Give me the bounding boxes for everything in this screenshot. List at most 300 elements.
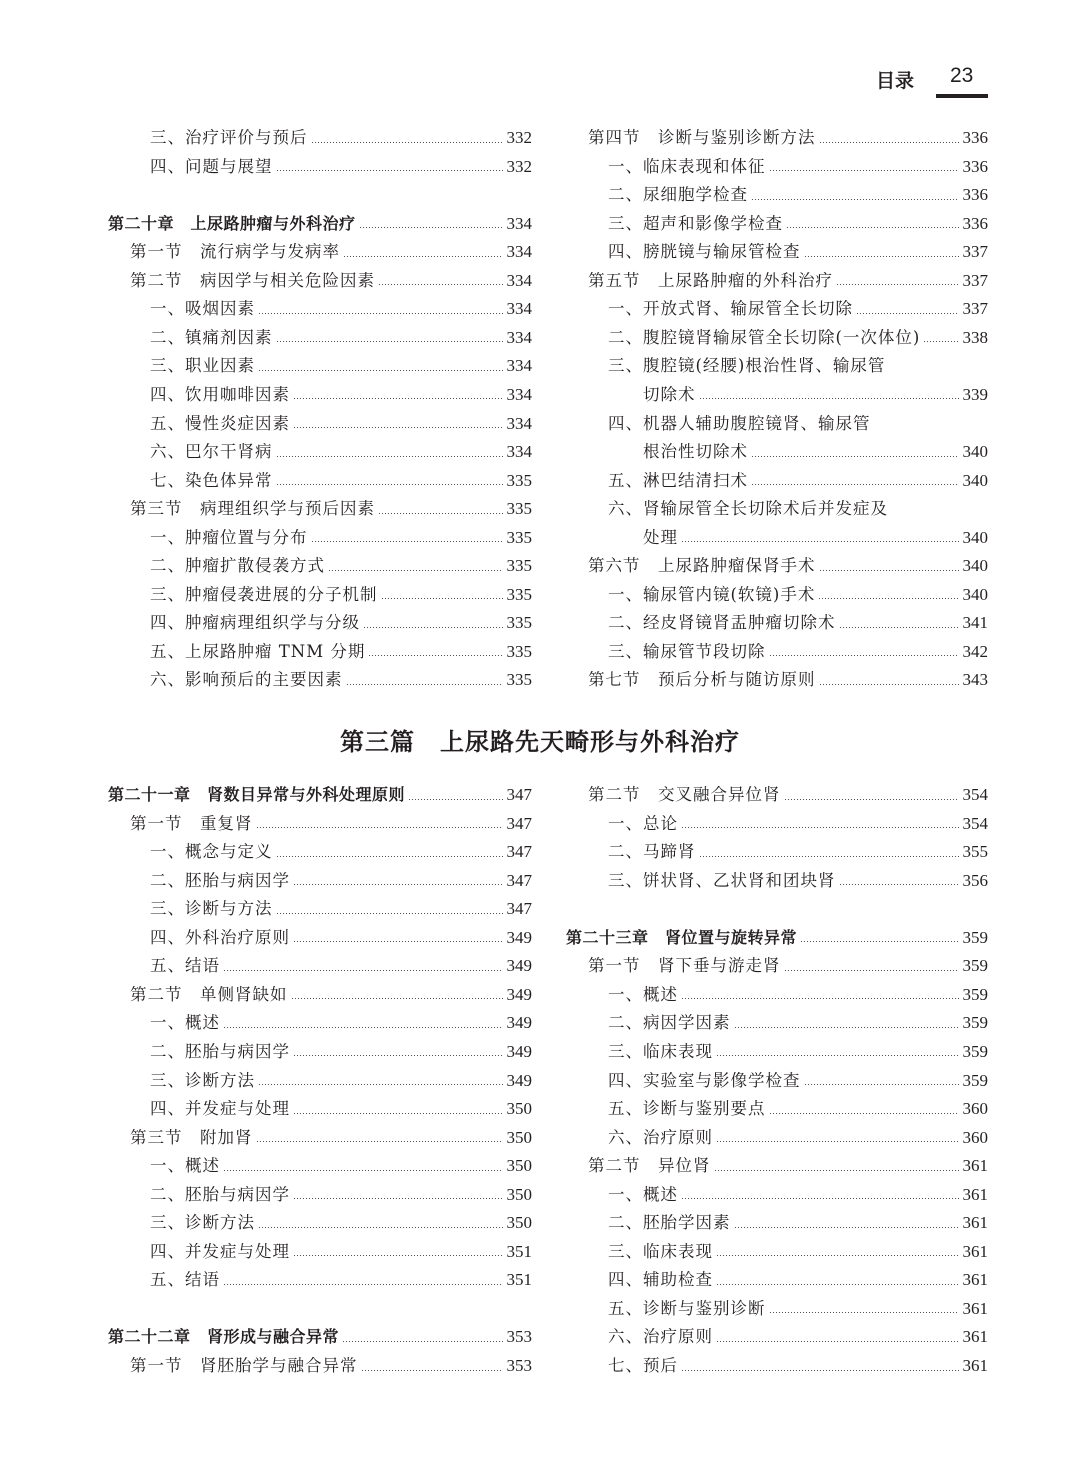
dot-leader <box>714 1169 959 1172</box>
toc-entry-title: 六、肾输尿管全长切除术后并发症及 <box>608 499 888 519</box>
toc-entry-title: 第五节 上尿路肿瘤的外科治疗 <box>588 270 833 290</box>
dot-leader <box>734 1226 959 1229</box>
toc-entry-title: 二、胚胎与病因学 <box>150 1184 290 1204</box>
toc-entry <box>150 581 532 609</box>
toc-entry-title: 第一节 重复肾 <box>130 813 253 833</box>
dot-leader <box>291 997 503 1000</box>
toc-entry-title: 二、病因学因素 <box>608 1013 731 1033</box>
toc-entry <box>608 410 988 438</box>
toc-entry-page: 350 <box>506 1099 532 1119</box>
toc-section <box>588 952 988 980</box>
toc-entry-page: 361 <box>962 1298 988 1318</box>
toc-entry-page: 340 <box>962 442 988 462</box>
toc-section <box>130 1124 532 1152</box>
toc-entry-title: 第一节 肾下垂与游走肾 <box>588 956 781 976</box>
toc-entry-page: 340 <box>962 584 988 604</box>
toc-entry <box>150 410 532 438</box>
toc-entry-page: 334 <box>506 442 532 462</box>
dot-leader <box>346 683 503 686</box>
toc-entry-title: 一、概念与定义 <box>150 842 273 862</box>
toc-entry <box>150 1009 532 1037</box>
toc-entry <box>608 581 988 609</box>
toc-entry-page: 347 <box>506 870 532 890</box>
dot-leader <box>293 1197 503 1200</box>
toc-entry-page: 354 <box>962 813 988 833</box>
toc-entry-page: 334 <box>506 299 532 319</box>
toc-entry <box>608 324 988 352</box>
toc-entry-title: 四、外科治疗原则 <box>150 927 290 947</box>
dot-leader <box>378 512 503 515</box>
toc-entry-page: 349 <box>506 984 532 1004</box>
toc-entry <box>608 1352 988 1380</box>
toc-entry-title: 一、输尿管内镜(软镜)手术 <box>608 584 816 604</box>
toc-entry-page: 355 <box>962 842 988 862</box>
toc-entry-page: 336 <box>962 185 988 205</box>
toc-section <box>130 495 532 523</box>
dot-leader <box>751 483 959 486</box>
dot-leader <box>769 169 959 172</box>
dot-leader <box>256 1140 503 1143</box>
toc-entry-title: 五、结语 <box>150 956 220 976</box>
toc-entry-title: 第二节 单侧肾缺如 <box>130 984 288 1004</box>
dot-leader <box>681 997 959 1000</box>
toc-entry-title: 三、诊断与方法 <box>150 899 273 919</box>
toc-entry-title: 第七节 预后分析与随访原则 <box>588 670 816 690</box>
toc-entry-title: 一、概述 <box>608 1184 678 1204</box>
dot-leader <box>293 1112 503 1115</box>
toc-entry-page: 359 <box>962 1013 988 1033</box>
toc-entry-title: 二、肿瘤扩散侵袭方式 <box>150 556 325 576</box>
dot-leader <box>258 1083 503 1086</box>
dot-leader <box>818 597 958 600</box>
toc-entry-page: 359 <box>962 1070 988 1090</box>
dot-leader <box>804 1083 959 1086</box>
toc-entry-page: 350 <box>506 1213 532 1233</box>
toc-entry-title: 四、饮用咖啡因素 <box>150 384 290 404</box>
toc-entry-page: 347 <box>506 899 532 919</box>
toc-entry-title: 二、尿细胞学检查 <box>608 185 748 205</box>
toc-entry-title: 一、总论 <box>608 813 678 833</box>
toc-entry-page: 359 <box>962 927 988 947</box>
toc-entry-title: 四、膀胱镜与输尿管检查 <box>608 242 801 262</box>
dot-leader <box>716 1054 959 1057</box>
toc-entry <box>150 1238 532 1266</box>
toc-entry-title: 二、胚胎学因素 <box>608 1213 731 1233</box>
dot-leader <box>784 969 959 972</box>
toc-entry-title: 第三节 病理组织学与预后因素 <box>130 499 375 519</box>
toc-entry-page: 347 <box>506 813 532 833</box>
toc-entry-page: 361 <box>962 1327 988 1347</box>
toc-entry-page: 353 <box>506 1327 532 1347</box>
toc-entry <box>150 381 532 409</box>
toc-entry <box>608 153 988 181</box>
toc-entry-title: 一、概述 <box>150 1013 220 1033</box>
toc-entry-page: 332 <box>506 156 532 176</box>
toc-entry <box>608 295 988 323</box>
toc-entry-page: 351 <box>506 1270 532 1290</box>
dot-leader <box>378 283 503 286</box>
toc-entry-title: 第一节 流行病学与发病率 <box>130 242 340 262</box>
toc-entry-page: 334 <box>506 270 532 290</box>
toc-entry-page: 343 <box>962 670 988 690</box>
toc-chapter <box>566 924 988 952</box>
toc-entry-page: 335 <box>506 584 532 604</box>
dot-leader <box>716 1340 959 1343</box>
toc-entry-page: 350 <box>506 1127 532 1147</box>
page-number: 23 <box>950 64 974 87</box>
toc-entry-page: 361 <box>962 1156 988 1176</box>
toc-entry-title: 第二节 交叉融合异位肾 <box>588 785 781 804</box>
toc-entry <box>608 1266 988 1294</box>
toc-entry-title: 第四节 诊断与鉴别诊断方法 <box>588 128 816 147</box>
toc-section <box>588 267 988 295</box>
toc-entry-title: 六、治疗原则 <box>608 1127 713 1147</box>
toc-entry <box>608 352 988 380</box>
toc-entry-page: 359 <box>962 956 988 976</box>
toc-entry-page: 361 <box>962 1270 988 1290</box>
toc-entry-title: 三、治疗评价与预后 <box>150 128 308 147</box>
toc-entry-page: 353 <box>506 1356 532 1375</box>
toc-entry-title: 五、淋巴结清扫术 <box>608 470 748 490</box>
toc-entry <box>150 1181 532 1209</box>
toc-entry <box>150 552 532 580</box>
dot-leader <box>293 1054 503 1057</box>
dot-leader <box>408 798 502 801</box>
toc-entry <box>150 153 532 181</box>
toc-entry-title: 七、预后 <box>608 1356 678 1375</box>
toc-entry-page: 339 <box>962 384 988 404</box>
toc-entry-page: 349 <box>506 1070 532 1090</box>
toc-entry-page: 349 <box>506 927 532 947</box>
dot-leader <box>276 855 503 858</box>
toc-entry-page: 334 <box>506 356 532 376</box>
dot-leader <box>276 912 503 915</box>
toc-entry <box>643 438 988 466</box>
dot-leader <box>293 397 503 400</box>
toc-entry-title: 一、概述 <box>150 1156 220 1176</box>
toc-entry-title: 三、诊断方法 <box>150 1213 255 1233</box>
toc-entry-title: 二、腹腔镜肾输尿管全长切除(一次体位) <box>608 327 921 347</box>
dot-leader <box>786 226 959 229</box>
toc-entry <box>150 1095 532 1123</box>
toc-entry <box>150 952 532 980</box>
toc-entry-page: 334 <box>506 327 532 347</box>
toc-section <box>130 981 532 1009</box>
toc-entry-page: 338 <box>962 327 988 347</box>
toc-entry-title: 一、吸烟因素 <box>150 299 255 319</box>
dot-leader <box>716 1140 959 1143</box>
toc-entry-page: 349 <box>506 956 532 976</box>
toc-entry-title: 第二十三章 肾位置与旋转异常 <box>566 927 798 947</box>
toc-entry-page: 341 <box>962 613 988 633</box>
toc-entry-page: 335 <box>506 556 532 576</box>
dot-leader <box>328 569 503 572</box>
toc-entry <box>608 210 988 238</box>
toc-entry-title: 二、镇痛剂因素 <box>150 327 273 347</box>
toc-entry-title: 二、胚胎与病因学 <box>150 870 290 890</box>
toc-entry-page: 354 <box>962 785 988 804</box>
toc-entry-page: 349 <box>506 1041 532 1061</box>
toc-entry-page: 334 <box>506 213 532 233</box>
toc-entry-page: 359 <box>962 1041 988 1061</box>
toc-entry-title: 三、诊断方法 <box>150 1070 255 1090</box>
dot-leader <box>368 654 502 657</box>
toc-entry-page: 347 <box>506 842 532 862</box>
dot-leader <box>751 455 959 458</box>
toc-section <box>588 666 988 694</box>
toc-entry-page: 332 <box>506 128 532 147</box>
toc-section <box>130 238 532 266</box>
toc-entry <box>608 1295 988 1323</box>
toc-entry-page: 356 <box>962 870 988 890</box>
toc-section <box>588 781 988 809</box>
dot-leader <box>769 1311 959 1314</box>
toc-entry <box>150 609 532 637</box>
dot-leader <box>856 312 959 315</box>
toc-entry-title: 五、诊断与鉴别要点 <box>608 1099 766 1119</box>
toc-entry-page: 361 <box>962 1184 988 1204</box>
toc-entry-page: 335 <box>506 527 532 547</box>
dot-leader <box>363 626 503 629</box>
toc-entry-title: 第六节 上尿路肿瘤保肾手术 <box>588 556 816 576</box>
toc-entry-title: 二、马蹄肾 <box>608 842 696 862</box>
toc-entry <box>150 352 532 380</box>
dot-leader <box>681 540 959 543</box>
toc-entry <box>608 467 988 495</box>
dot-leader <box>716 1254 959 1257</box>
toc-entry <box>150 1038 532 1066</box>
header-title: 目录 <box>876 70 915 92</box>
dot-leader <box>819 683 959 686</box>
toc-entry-page: 349 <box>506 1013 532 1033</box>
toc-entry <box>150 895 532 923</box>
toc-entry-page: 335 <box>506 470 532 490</box>
dot-leader <box>836 283 959 286</box>
toc-entry <box>150 124 532 152</box>
toc-entry-page: 360 <box>962 1099 988 1119</box>
dot-leader <box>256 826 503 829</box>
toc-entry <box>150 867 532 895</box>
dot-leader <box>223 969 503 972</box>
toc-entry-page: 335 <box>506 499 532 519</box>
toc-entry <box>608 1238 988 1266</box>
toc-entry-title: 一、开放式肾、输尿管全长切除 <box>608 299 853 319</box>
dot-leader <box>699 855 959 858</box>
toc-entry-title: 五、上尿路肿瘤 TNM 分期 <box>150 641 366 661</box>
toc-entry <box>608 1209 988 1237</box>
toc-entry-page: 336 <box>962 213 988 233</box>
dot-leader <box>839 626 959 629</box>
toc-entry-page: 342 <box>962 641 988 661</box>
toc-entry-page: 335 <box>506 670 532 690</box>
dot-leader <box>293 883 503 886</box>
toc-entry-title: 四、并发症与处理 <box>150 1241 290 1261</box>
dot-leader <box>258 312 503 315</box>
page-header <box>860 62 988 98</box>
toc-entry-title: 三、饼状肾、乙状肾和团块肾 <box>608 870 836 890</box>
dot-leader <box>681 1369 959 1372</box>
toc-entry-title: 二、胚胎与病因学 <box>150 1041 290 1061</box>
toc-entry-title: 四、实验室与影像学检查 <box>608 1070 801 1090</box>
dot-leader <box>276 340 503 343</box>
toc-entry <box>608 638 988 666</box>
toc-entry <box>608 810 988 838</box>
toc-entry <box>643 524 988 552</box>
toc-entry-title: 一、肿瘤位置与分布 <box>150 527 308 547</box>
toc-entry <box>608 495 988 523</box>
toc-entry-page: 340 <box>962 556 988 576</box>
toc-entry-title: 处理 <box>643 527 678 547</box>
toc-section <box>588 552 988 580</box>
toc-entry-page: 340 <box>962 527 988 547</box>
toc-entry <box>608 1067 988 1095</box>
toc-entry-title: 三、输尿管节段切除 <box>608 641 766 661</box>
toc-entry <box>150 438 532 466</box>
toc-entry <box>608 867 988 895</box>
toc-entry <box>608 838 988 866</box>
dot-leader <box>361 1369 503 1372</box>
toc-entry-title: 一、临床表现和体征 <box>608 156 766 176</box>
toc-entry-title: 四、问题与展望 <box>150 156 273 176</box>
toc-entry <box>150 467 532 495</box>
dot-leader <box>784 798 959 801</box>
dot-leader <box>223 1283 503 1286</box>
toc-entry-title: 第一节 肾胚胎学与融合异常 <box>130 1356 358 1375</box>
toc-entry-page: 347 <box>506 785 532 804</box>
toc-entry <box>608 609 988 637</box>
dot-leader <box>223 1026 503 1029</box>
dot-leader <box>343 255 503 258</box>
toc-chapter <box>108 1323 532 1351</box>
dot-leader <box>311 540 503 543</box>
toc-entry <box>150 1209 532 1237</box>
toc-entry-page: 335 <box>506 641 532 661</box>
toc-entry-page: 340 <box>962 470 988 490</box>
toc-entry-title: 第三节 附加肾 <box>130 1127 253 1147</box>
toc-entry-title: 五、诊断与鉴别诊断 <box>608 1298 766 1318</box>
dot-leader <box>276 483 503 486</box>
toc-entry-title: 根治性切除术 <box>643 442 748 462</box>
toc-entry <box>608 238 988 266</box>
dot-leader <box>276 455 503 458</box>
toc-entry-title: 第二十章 上尿路肿瘤与外科治疗 <box>108 213 356 233</box>
toc-entry <box>643 381 988 409</box>
toc-entry-title: 二、经皮肾镜肾盂肿瘤切除术 <box>608 613 836 633</box>
toc-entry-title: 第二节 病因学与相关危险因素 <box>130 270 375 290</box>
dot-leader <box>769 654 959 657</box>
toc-entry <box>150 1067 532 1095</box>
dot-leader <box>342 1340 502 1343</box>
toc-entry-title: 七、染色体异常 <box>150 470 273 490</box>
dot-leader <box>258 369 503 372</box>
toc-entry-title: 三、职业因素 <box>150 356 255 376</box>
toc-entry-page: 336 <box>962 156 988 176</box>
toc-entry <box>150 838 532 866</box>
dot-leader <box>734 1026 959 1029</box>
dot-leader <box>359 226 503 229</box>
toc-entry-page: 361 <box>962 1356 988 1375</box>
toc-entry <box>608 1323 988 1351</box>
dot-leader <box>681 826 959 829</box>
dot-leader <box>819 141 959 144</box>
dot-leader <box>381 597 503 600</box>
toc-entry-page: 337 <box>962 299 988 319</box>
toc-entry-page: 336 <box>962 128 988 147</box>
toc-entry <box>150 924 532 952</box>
dot-leader <box>223 1169 503 1172</box>
toc-section <box>130 1352 532 1380</box>
toc-entry-title: 四、机器人辅助腹腔镜肾、输尿管 <box>608 413 871 433</box>
toc-chapter <box>108 210 532 238</box>
toc-entry <box>608 181 988 209</box>
dot-leader <box>800 940 958 943</box>
toc-entry-title: 第二十一章 肾数目异常与外科处理原则 <box>108 785 406 804</box>
toc-entry <box>608 1124 988 1152</box>
toc-entry-title: 六、治疗原则 <box>608 1327 713 1347</box>
toc-entry <box>150 1266 532 1294</box>
toc-entry-page: 337 <box>962 242 988 262</box>
dot-leader <box>769 1112 959 1115</box>
toc-entry-page: 361 <box>962 1241 988 1261</box>
toc-entry-page: 359 <box>962 984 988 1004</box>
dot-leader <box>311 141 503 144</box>
dot-leader <box>258 1226 503 1229</box>
dot-leader <box>751 198 959 201</box>
toc-entry-page: 351 <box>506 1241 532 1261</box>
toc-entry-page: 334 <box>506 242 532 262</box>
toc-section <box>130 267 532 295</box>
toc-entry <box>150 666 532 694</box>
toc-entry <box>150 638 532 666</box>
dot-leader <box>804 255 959 258</box>
part-title: 第三篇 上尿路先天畸形与外科治疗 <box>340 728 740 756</box>
toc-entry-title: 六、巴尔干肾病 <box>150 442 273 462</box>
dot-leader <box>923 340 958 343</box>
toc-entry-page: 337 <box>962 270 988 290</box>
toc-entry-page: 350 <box>506 1184 532 1204</box>
toc-entry <box>608 1009 988 1037</box>
dot-leader <box>276 169 503 172</box>
toc-entry-page: 335 <box>506 613 532 633</box>
toc-entry <box>608 981 988 1009</box>
toc-section <box>130 810 532 838</box>
toc-entry-title: 三、肿瘤侵袭进展的分子机制 <box>150 584 378 604</box>
toc-entry <box>608 1095 988 1123</box>
dot-leader <box>716 1283 959 1286</box>
toc-entry <box>150 524 532 552</box>
toc-section <box>588 1152 988 1180</box>
toc-entry <box>608 1181 988 1209</box>
toc-entry-page: 334 <box>506 384 532 404</box>
toc-entry-title: 三、腹腔镜(经腰)根治性肾、输尿管 <box>608 356 886 376</box>
dot-leader <box>293 940 503 943</box>
dot-leader <box>839 883 959 886</box>
toc-section <box>588 124 988 152</box>
toc-entry-title: 五、结语 <box>150 1270 220 1290</box>
toc-entry-page: 334 <box>506 413 532 433</box>
toc-entry-title: 四、并发症与处理 <box>150 1099 290 1119</box>
dot-leader <box>293 1254 503 1257</box>
toc-entry-page: 360 <box>962 1127 988 1147</box>
dot-leader <box>699 397 959 400</box>
toc-entry <box>150 1152 532 1180</box>
toc-entry-title: 第二十二章 肾形成与融合异常 <box>108 1327 340 1347</box>
toc-entry-title: 六、影响预后的主要因素 <box>150 670 343 690</box>
toc-entry <box>150 295 532 323</box>
dot-leader <box>819 569 959 572</box>
toc-entry-title: 三、临床表现 <box>608 1241 713 1261</box>
toc-entry-title: 一、概述 <box>608 984 678 1004</box>
